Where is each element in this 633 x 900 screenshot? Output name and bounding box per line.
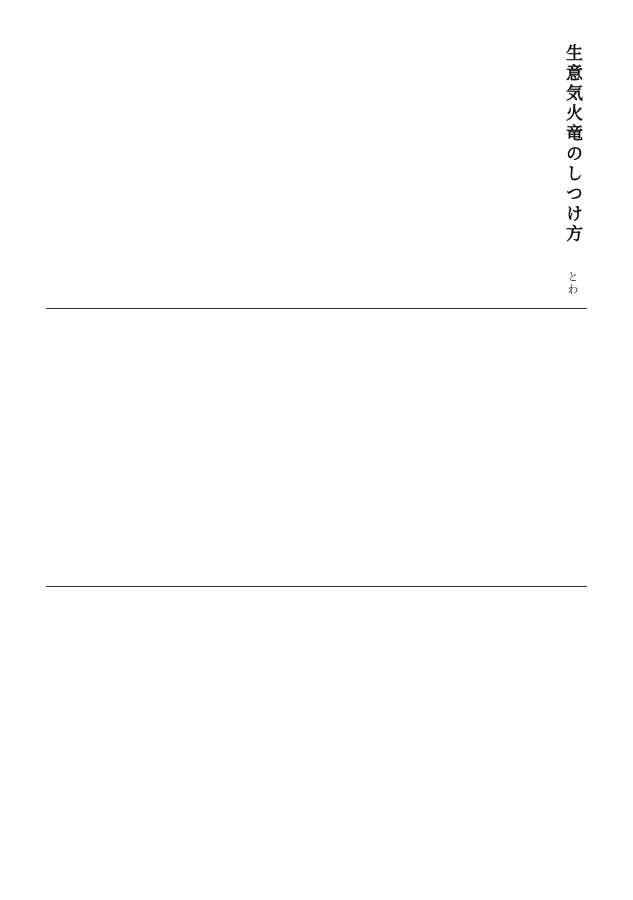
- text-tier-middle: [46, 316, 587, 578]
- story-author: とわ: [566, 270, 579, 295]
- story-heading: [557, 44, 587, 295]
- tier-divider-2: [46, 586, 587, 587]
- text-tier-bottom: [46, 594, 587, 856]
- story-title: 生意気火竜のしつけ方: [562, 44, 582, 245]
- text-tier-top: [46, 44, 587, 300]
- tier-divider-1: [46, 308, 587, 309]
